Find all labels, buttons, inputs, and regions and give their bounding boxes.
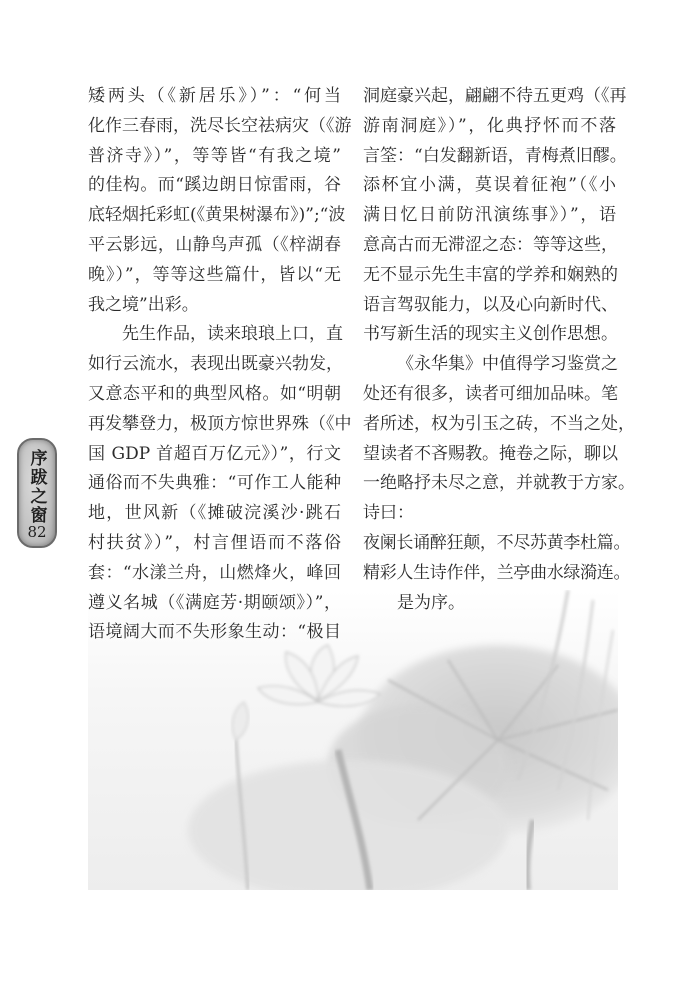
section-tab [17,438,57,548]
text-line: 村扶贫》）”，村言俚语而不落俗 [88,532,341,553]
text-line: 满日忆日前防汛演练事》）”，语 [363,205,616,226]
text-line: 国 GDP 首超百万亿元》）”，行文 [88,443,341,464]
text-line: 如行云流水，表现出既豪兴勃发， [88,354,343,375]
text-line: 望读者不吝赐教。掩卷之际，聊以 [363,443,618,464]
text-line: 再发攀登力，极顶方惊世界殊（《中 [88,413,352,434]
text-line: 我之境”出彩。 [88,294,199,315]
text-line: 添杯宜小满，莫误着征袍”（《小 [363,175,616,196]
text-line: 者所述，权为引玉之砖，不当之处， [363,413,635,434]
text-line: 一绝略抒未尽之意，并就教于方家。 [363,473,635,494]
text-line: 无不显示先生丰富的学养和娴熟的 [363,264,618,285]
text-line: 通俗而不失典雅：“可作工人能种 [88,473,341,494]
text-line: 语言驾驭能力，以及心向新时代、 [363,294,618,315]
text-line: 又意态平和的典型风格。如“明朝 [88,383,341,404]
text-line: 矮两头（《新居乐》）”：“何当 [88,86,341,106]
right-text-column [363,82,635,618]
left-text-column [88,82,352,648]
text-line: 洞庭豪兴起，翩翩不待五更鸡（《再 [363,86,627,106]
text-line: 地，世风新（《摊破浣溪沙·跳石 [88,503,341,524]
text-line: 晚》）”，等等这些篇什，皆以“无 [88,264,341,285]
text-line: 套：“水漾兰舟，山燃烽火，峰回 [88,562,341,583]
text-line: 的佳构。而“蹊边朗日惊雷雨，谷 [88,175,341,196]
text-line: 精彩人生诗作伴，兰亭曲水绿漪连。 [363,562,631,583]
section-title: 序跋之窗 [26,449,47,525]
text-line: 《永华集》中值得学习鉴赏之 [397,354,618,375]
text-line: 底轻烟托彩虹(《黄果树瀑布》)”;“波 [88,205,346,226]
text-line: 诗曰： [363,503,414,524]
page-number: 82 [27,523,47,541]
text-line: 平云影远，山静鸟声孤（《梓湖春 [88,234,341,255]
text-line: 夜阑长诵醉狂颠，不尽苏黄李杜篇。 [363,532,631,553]
text-line: 言筌：“白发翻新语，青梅煮旧醪。 [363,145,627,166]
text-line: 意高古而无滞涩之态：等等这些， [363,234,618,255]
text-line: 书写新生活的现实主义创作思想。 [363,324,618,345]
text-line: 先生作品，读来琅琅上口，直 [122,324,343,345]
text-line: 语境阔大而不失形象生动：“极目 [88,622,341,643]
text-line: 遵义名城（《满庭芳·期颐颂》）”， [88,592,341,613]
text-line: 游南洞庭》）”，化典抒怀而不落 [363,115,616,136]
text-line: 化作三春雨，洗尽长空祛病灾（《游 [88,115,352,136]
text-line: 是为序。 [397,592,465,613]
text-line: 普济寺》）”，等等皆“有我之境” [88,145,341,166]
text-line: 处还有很多，读者可细加品味。笔 [363,383,618,404]
